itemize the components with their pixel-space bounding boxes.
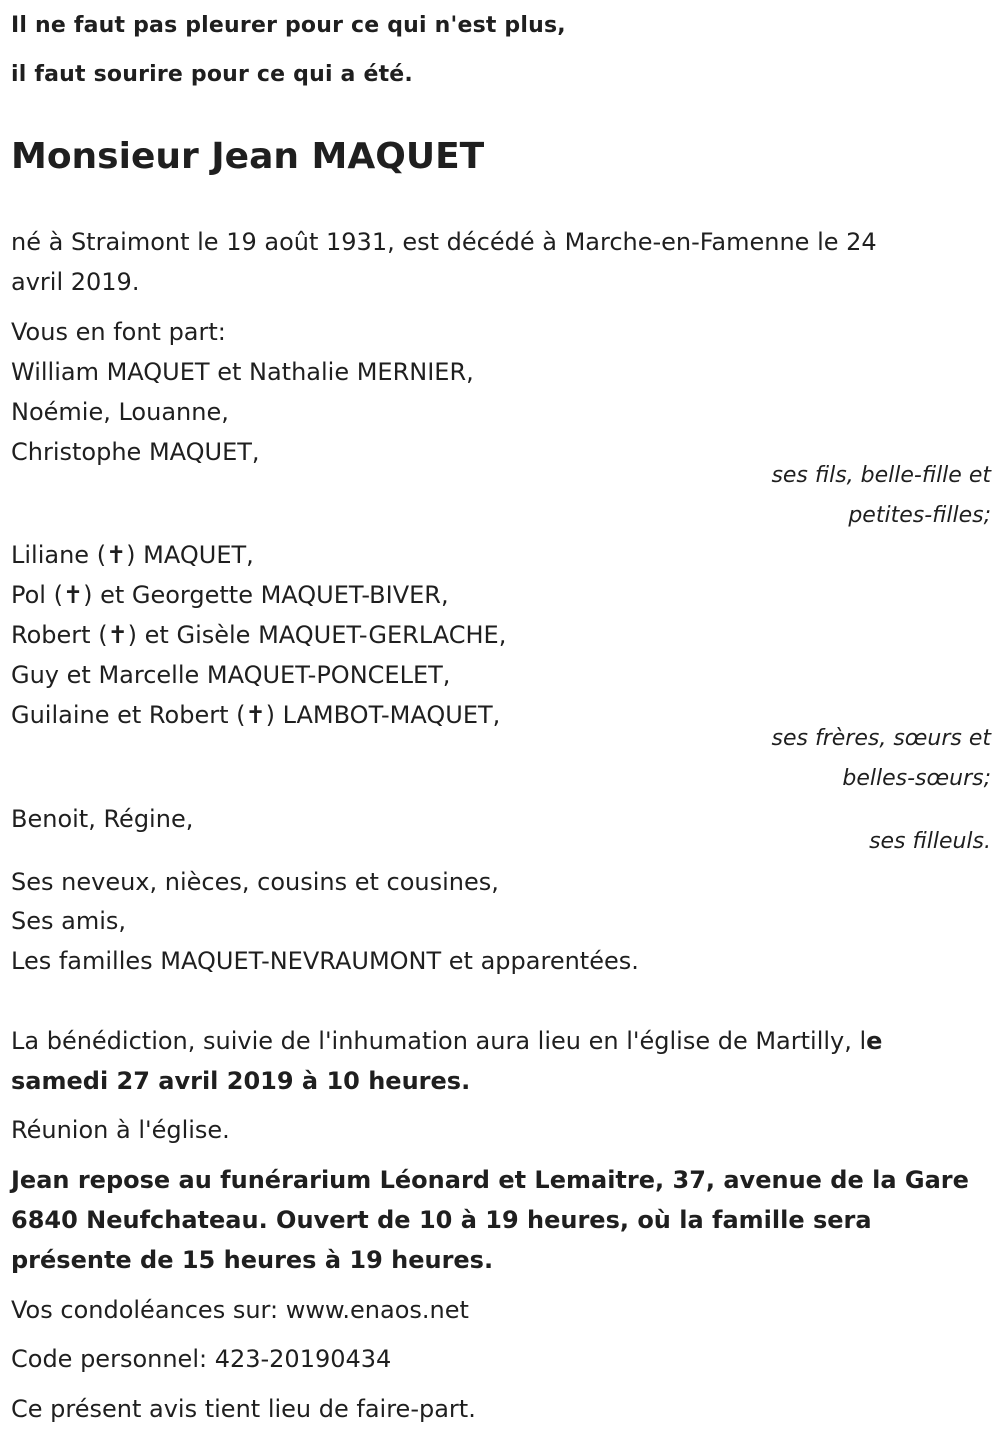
relation-label: ses fils, belle-fille et <box>771 463 991 488</box>
name-text: ) et Georgette MAQUET-BIVER, <box>83 581 449 609</box>
ceremony-text: La bénédiction, suivie de l'inhumation aura lieu en l'église de Martilly, l <box>11 1027 867 1055</box>
family-name-line <box>11 695 500 735</box>
birth-death-line-2: avril 2019. <box>11 268 140 296</box>
family-name-line: Christophe MAQUET, <box>11 438 260 466</box>
name-text: Guilaine et Robert ( <box>11 701 246 729</box>
reunion-line: Réunion à l'église. <box>11 1116 230 1144</box>
ceremony-date: samedi 27 avril 2019 à 10 heures. <box>11 1067 471 1095</box>
name-text: ) MAQUET, <box>126 541 254 569</box>
family-name-line: Guy et Marcelle MAQUET-PONCELET, <box>11 661 451 689</box>
funerarium-line: 6840 Neufchateau. Ouvert de 10 à 19 heures, où la famille sera <box>11 1206 872 1234</box>
name-text: ) et Gisèle MAQUET-GERLACHE, <box>127 621 507 649</box>
ceremony-line-1 <box>11 1021 882 1061</box>
ceremony-bold-text: e <box>866 1027 883 1055</box>
deceased-name-title: Monsieur Jean MAQUET <box>11 136 485 177</box>
name-text: Pol ( <box>11 581 63 609</box>
quote-line-2: il faut sourire pour ce qui a été. <box>11 62 413 87</box>
cross-icon: ✝ <box>106 541 127 569</box>
family-name-line: Benoit, Régine, <box>11 805 194 833</box>
relation-label: petites-filles; <box>848 503 991 528</box>
family-name-line: William MAQUET et Nathalie MERNIER, <box>11 358 474 386</box>
cross-icon: ✝ <box>107 621 128 649</box>
others-line: Ses neveux, nièces, cousins et cousines, <box>11 868 499 896</box>
name-text: Robert ( <box>11 621 108 649</box>
others-line: Les familles MAQUET-NEVRAUMONT et apparentées. <box>11 947 639 975</box>
others-line: Ses amis, <box>11 907 127 935</box>
announce-line: Vous en font part: <box>11 318 226 346</box>
relation-label: belles-sœurs; <box>842 766 991 791</box>
family-name-line <box>11 535 254 575</box>
relation-label: ses frères, sœurs et <box>771 726 991 751</box>
cross-icon: ✝ <box>245 701 266 729</box>
funerarium-line: présente de 15 heures à 19 heures. <box>11 1246 494 1274</box>
personal-code-line: Code personnel: 423-20190434 <box>11 1345 392 1373</box>
closing-line: Ce présent avis tient lieu de faire-part. <box>11 1395 476 1423</box>
name-text: ) LAMBOT-MAQUET, <box>265 701 501 729</box>
family-name-line <box>11 615 506 655</box>
obituary-notice <box>11 0 991 1444</box>
relation-label: ses filleuls. <box>869 829 991 854</box>
funerarium-line: Jean repose au funérarium Léonard et Lemaitre, 37, avenue de la Gare <box>11 1166 969 1194</box>
cross-icon: ✝ <box>62 581 84 609</box>
quote-line-1: Il ne faut pas pleurer pour ce qui n'est plus, <box>11 13 566 38</box>
family-name-line: Noémie, Louanne, <box>11 398 229 426</box>
family-name-line <box>11 575 449 615</box>
name-text: Liliane ( <box>11 541 107 569</box>
birth-death-line-1: né à Straimont le 19 août 1931, est décédé à Marche-en-Famenne le 24 <box>11 228 877 256</box>
condolences-line: Vos condoléances sur: www.enaos.net <box>11 1296 469 1324</box>
